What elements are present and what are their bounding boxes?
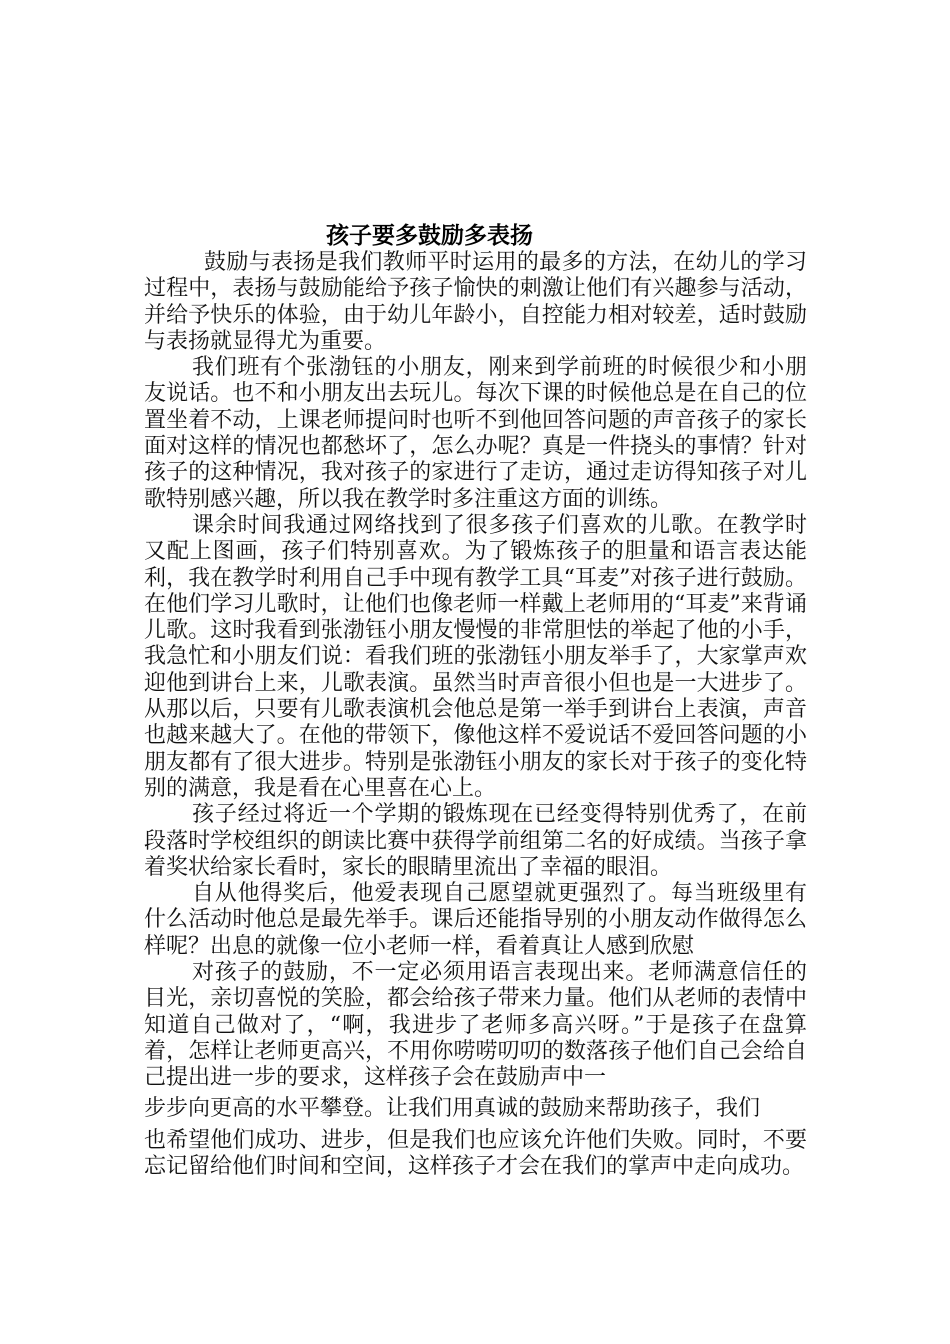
paragraph-after-award: 自从他得奖后，他爱表现自己愿望就更强烈了。每当班级里有什么活动时他总是最先举手。课后还能指导别的小朋友动作做得怎么样呢？出息的就像一位小老师一样，看着真让人感到欣慰 [144, 881, 807, 959]
paragraph-conclusion: 也希望他们成功、进步，但是我们也应该允许他们失败。同时，不要忘记留给他们时间和空间，这样孩子才会在我们的掌声中走向成功。 [144, 1127, 807, 1179]
paragraph-zhang-boyu: 我们班有个张渤钰的小朋友，刚来到学前班的时候很少和小朋友说话。也不和小朋友出去玩儿。每次下课的时候他总是在自己的位置坐着不动，上课老师提问时也听不到他回答问题的声音孩子的家长面对这样的情况也都愁坏了，怎么办呢？真是一件挠头的事情？针对孩子的这种情况，我对孩子的家进行了走访，通过走访得知孩子对儿歌特别感兴趣，所以我在教学时多注重这方面的训练。 [144, 355, 807, 512]
document-title: 孩子要多鼓励多表扬 [326, 222, 533, 249]
paragraph-reading-contest: 孩子经过将近一个学期的锻炼现在已经变得特别优秀了，在前段落时学校组织的朗读比赛中获得学前组第二名的好成绩。当孩子拿着奖状给家长看时，家长的眼睛里流出了幸福的眼泪。 [144, 802, 807, 880]
paragraph-nursery-rhymes: 课余时间我通过网络找到了很多孩子们喜欢的儿歌。在教学时又配上图画，孩子们特别喜欢。为了锻炼孩子的胆量和语言表达能利，我在教学时利用自己手中现有教学工具“耳麦”对孩子进行鼓励。在他们学习儿歌时，让他们也像老师一样戴上老师用的“耳麦”来背诵儿歌。这时我看到张渤钰小朋友慢慢的非常胆怯的举起了他的小手，我急忙和小朋友们说：看我们班的张渤钰小朋友举手了，大家掌声欢迎他到讲台上来，儿歌表演。虽然当时声音很小但也是一大进步了。从那以后，只要有儿歌表演机会他总是第一举手到讲台上表演，声音也越来越大了。在他的带领下，像他这样不爱说话不爱回答问题的小朋友都有了很大进步。特别是张渤钰小朋友的家长对于孩子的变化特别的满意，我是看在心里喜在心上。 [144, 512, 807, 801]
paragraph-intro: 鼓励与表扬是我们教师平时运用的最多的方法，在幼儿的学习过程中，表扬与鼓励能给予孩子愉快的刺激让他们有兴趣参与活动，并给予快乐的体验，由于幼儿年龄小，自控能力相对较差，适时鼓励与表扬就显得尤为重要。 [144, 250, 807, 354]
paragraph-encouragement-continued: 步步向更高的水平攀登。让我们用真诚的鼓励来帮助孩子，我们 [144, 1095, 761, 1121]
document-body [144, 250, 807, 1180]
paragraph-encouragement: 对孩子的鼓励，不一定必须用语言表现出来。老师满意信任的目光，亲切喜悦的笑脸，都会给孩子带来力量。他们从老师的表情中知道自己做对了，“啊，我进步了老师多高兴呀。”于是孩子在盘算着，怎样让老师更高兴，不用你唠唠叨叨的数落孩子他们自己会给自己提出进一步的要求，这样孩子会在鼓励声中一 [144, 960, 807, 1091]
